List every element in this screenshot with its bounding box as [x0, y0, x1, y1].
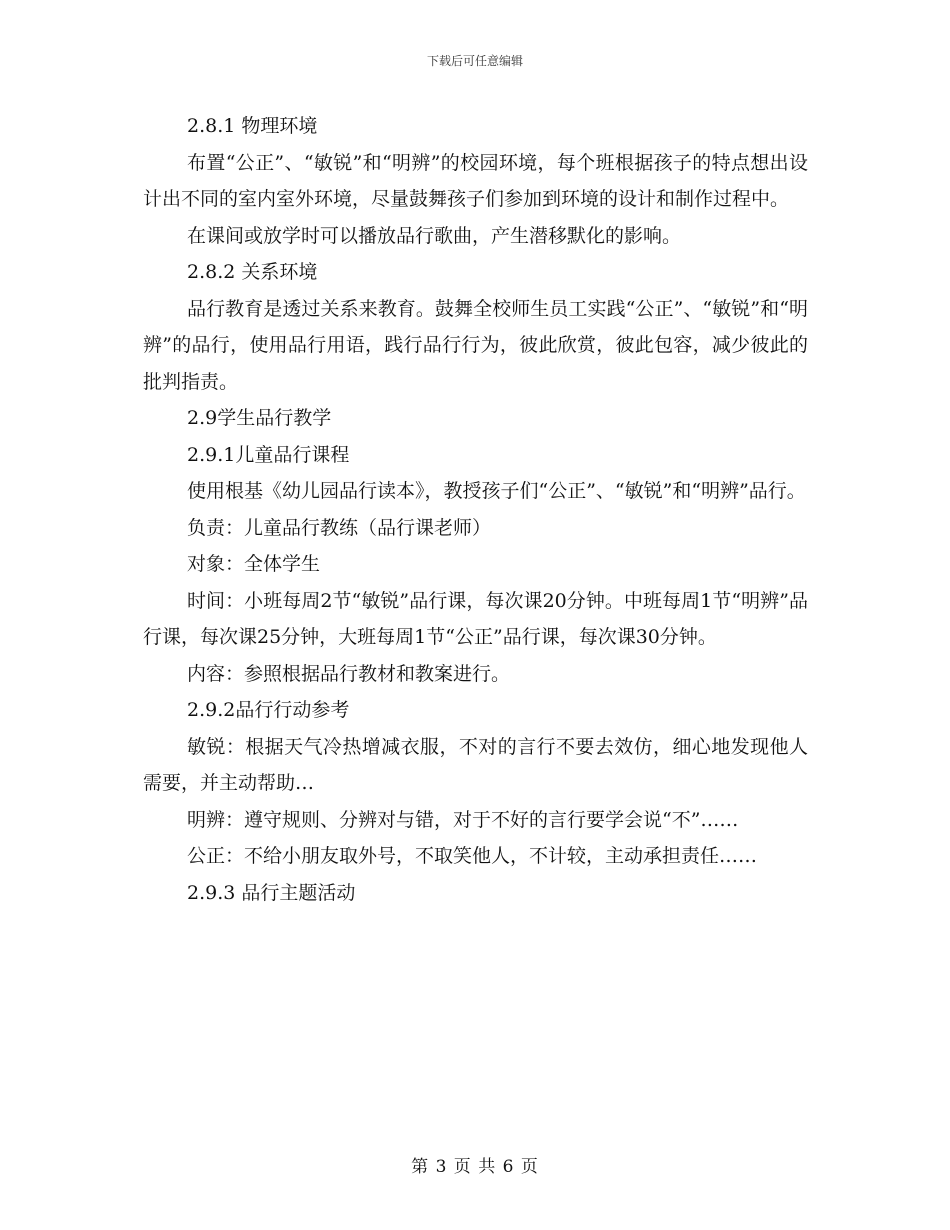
paragraph-physical-environment: 布置“公正”、“敏锐”和“明辨”的校园环境，每个班根据孩子的特点想出设计出不同的室内室外环境，尽量鼓舞孩子们参加到环境的设计和制作过程中。: [143, 151, 808, 210]
paragraph-responsible: 负责：儿童品行教练（品行课老师）: [187, 516, 492, 539]
heading-2-9: 2.9学生品行教学: [187, 407, 332, 429]
paragraph-sensitive: 敏锐：根据天气冷热增减衣服，不对的言行不要去效仿，细心地发现他人需要，并主动帮助…: [143, 735, 808, 794]
paragraph-relationship-environment: 品行教育是透过关系来教育。鼓舞全校师生员工实践“公正”、“敏锐”和“明辨”的品行，使用品行用语，践行品行行为，彼此欣赏，彼此包容，减少彼此的批判指责。: [143, 297, 808, 393]
document-body: [143, 108, 808, 911]
paragraph-curriculum: 使用根基《幼儿园品行读本》，教授孩子们“公正”、“敏锐”和“明辨”品行。: [187, 480, 806, 502]
page-number: 第 3 页 共 6 页: [411, 1157, 539, 1177]
paragraph-fair: 公正：不给小朋友取外号，不取笑他人，不计较，主动承担责任……: [187, 845, 758, 867]
paragraph-schedule: 时间：小班每周2节“敏锐”品行课，每次课20分钟。中班每周1节“明辨”品行课，每次课25分钟，大班每周1节“公正”品行课，每次课30分钟。: [143, 589, 808, 648]
paragraph-songs: 在课间或放学时可以播放品行歌曲，产生潜移默化的影响。: [187, 224, 682, 247]
heading-2-9-2: 2.9.2品行行动参考: [187, 699, 350, 721]
paragraph-discerning: 明辨：遵守规则、分辨对与错，对于不好的言行要学会说“不”……: [187, 808, 739, 831]
paragraph-target: 对象：全体学生: [187, 553, 321, 575]
page-header: 下载后可任意编辑: [426, 54, 523, 68]
heading-2-8-1: 2.8.1 物理环境: [187, 115, 318, 137]
heading-2-9-3: 2.9.3 品行主题活动: [187, 881, 356, 904]
heading-2-9-1: 2.9.1儿童品行课程: [187, 443, 350, 466]
paragraph-content: 内容：参照根据品行教材和教案进行。: [187, 662, 511, 685]
heading-2-8-2: 2.8.2 关系环境: [187, 261, 318, 283]
